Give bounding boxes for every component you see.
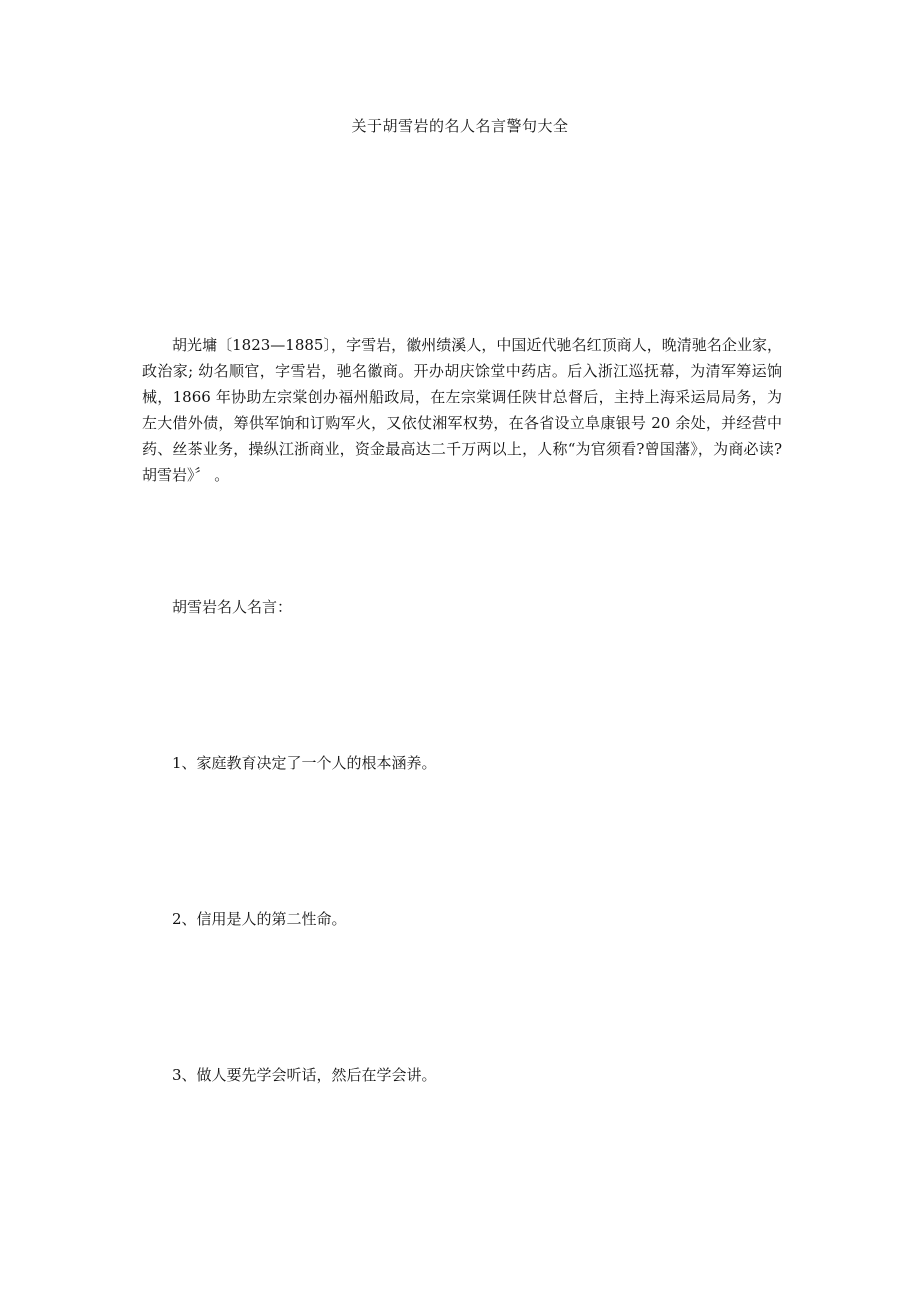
document-title: 关于胡雪岩的名人名言警句大全 <box>351 117 569 135</box>
quotes-heading: 胡雪岩名人名言： <box>172 598 293 616</box>
quote-item: 2、信用是人的第二性命。 <box>172 910 347 928</box>
quote-item: 3、做人要先学会听话，然后在学会讲。 <box>172 1066 437 1084</box>
quote-item: 1、家庭教育决定了一个人的根本涵养。 <box>172 754 437 772</box>
biography-paragraph: 胡光墉〔1823—1885〕，字雪岩，徽州绩溪人，中国近代驰名红顶商人，晚清驰名企业家，政治家; 幼名顺官，字雪岩，驰名徽商。开办胡庆馀堂中药店。后入浙江巡抚幕，为清军筹运饷械，1866 年协助左宗棠创办福州船政局，在左宗棠调任陕甘总督后，主持上海采运局局务，为左大借外债，筹供军饷和订购军火，又依仗湘军权势，在各省设立阜康银号 20 余处，并经营中药、丝茶业务，操纵江浙商业，资金最高达二千万两以上，人称“为官须看?曾国藩》，为商必读?胡雪岩》〞 。 <box>142 336 782 484</box>
